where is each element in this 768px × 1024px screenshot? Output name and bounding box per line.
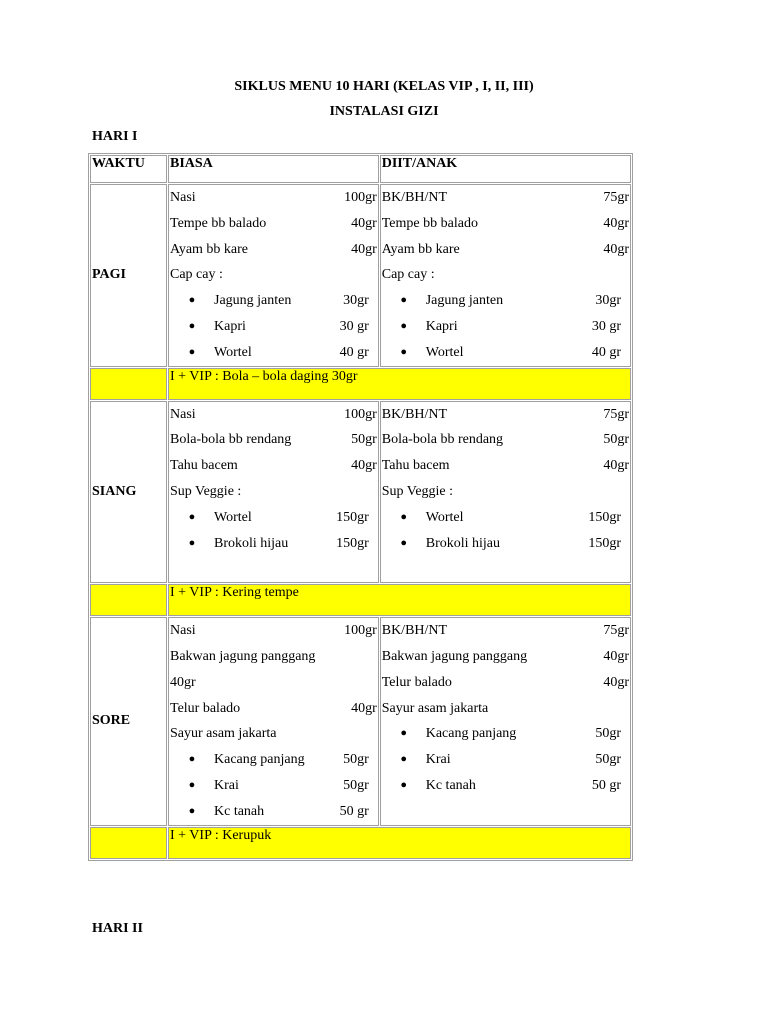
menu-item-name: Krai (425, 752, 451, 768)
menu-line-name: Cap cay : (381, 267, 435, 283)
menu-line (170, 618, 377, 644)
menu-item-name: Kc tanah (425, 777, 476, 793)
menu-bullet-item (382, 721, 629, 747)
menu-item-name: Wortel (214, 509, 252, 525)
menu-line-name: Sayur asam jakarta (170, 726, 277, 742)
menu-item-qty: 30gr (595, 293, 621, 309)
menu-item-qty: 150gr (588, 535, 621, 551)
header-biasa: BIASA (168, 155, 379, 183)
extra-row-siang (90, 584, 631, 616)
extra-spacer (90, 827, 167, 859)
menu-line-qty: 75gr (603, 623, 629, 639)
extra-row-pagi (90, 368, 631, 400)
siang-biasa-cell (168, 401, 379, 584)
menu-line-name: Sup Veggie : (381, 483, 454, 499)
menu-line (170, 427, 377, 453)
menu-line-qty: 75gr (603, 406, 629, 422)
menu-line-name: Tahu bacem (381, 458, 450, 474)
menu-item-name: Krai (214, 777, 239, 793)
menu-item-name: Jagung janten (214, 293, 292, 309)
menu-item-name: Brokoli hijau (425, 535, 501, 551)
menu-line-name: BK/BH/NT (381, 406, 448, 422)
menu-line (170, 453, 377, 479)
meal-label-pagi: PAGI (90, 184, 167, 367)
bullet-icon: ● (188, 345, 196, 358)
menu-bullet-item (382, 773, 629, 799)
menu-line-name: Telur balado (170, 700, 241, 716)
menu-item-qty: 30 gr (339, 318, 369, 334)
menu-line (382, 479, 629, 505)
menu-item-name: Wortel (214, 344, 252, 360)
menu-line-qty: 75gr (603, 190, 629, 205)
table-header-row (90, 155, 631, 183)
menu-line-qty: 50gr (351, 432, 377, 448)
menu-bullet-item (170, 773, 377, 799)
menu-item-qty: 30 gr (591, 318, 621, 334)
menu-line-qty: 50gr (603, 432, 629, 448)
menu-item-qty: 50 gr (339, 803, 369, 819)
menu-line-name: BK/BH/NT (381, 190, 448, 205)
menu-item-name: Kapri (425, 318, 458, 334)
bullet-icon: ● (400, 345, 408, 358)
menu-line-name: Tempe bb balado (170, 215, 267, 231)
meal-row-siang (90, 401, 631, 584)
menu-line-name: Tahu bacem (170, 458, 238, 474)
menu-line-name: Tempe bb balado (381, 215, 478, 231)
menu-line (382, 618, 629, 644)
extra-note-pagi: I + VIP : Bola – bola daging 30gr (168, 368, 631, 400)
meal-label-sore: SORE (90, 617, 167, 825)
menu-line (170, 237, 377, 263)
menu-bullet-item (382, 288, 629, 314)
meal-label-siang: SIANG (90, 401, 167, 584)
bullet-icon: ● (400, 294, 408, 307)
header-diit: DIIT/ANAK (380, 155, 631, 183)
siang-diit-cell (380, 401, 631, 584)
menu-line (170, 696, 377, 722)
menu-line-qty: 100gr (344, 190, 377, 205)
bullet-icon: ● (400, 319, 408, 332)
menu-line (382, 185, 629, 211)
menu-line-qty: 40gr (603, 215, 629, 231)
menu-item-qty: 30gr (343, 293, 369, 309)
bullet-icon: ● (188, 294, 196, 307)
menu-line-qty: 100gr (344, 406, 377, 422)
menu-item-qty: 50gr (343, 777, 369, 793)
menu-item-name: Kc tanah (214, 803, 265, 819)
menu-line (382, 453, 629, 479)
menu-line-name: Bakwan jagung panggang (381, 648, 528, 664)
menu-bullet-item (170, 799, 377, 825)
menu-line-name: Ayam bb kare (381, 241, 460, 257)
menu-line (382, 402, 629, 428)
menu-bullet-item (170, 747, 377, 773)
menu-line-qty: 100gr (344, 623, 377, 639)
menu-line-name: Bola-bola bb rendang (381, 432, 504, 448)
extra-spacer (90, 368, 167, 400)
menu-item-name: Kacang panjang (214, 752, 305, 768)
menu-item-name: Wortel (425, 509, 464, 525)
menu-bullet-item (170, 314, 377, 340)
menu-line-name: Bakwan jagung panggang (170, 648, 316, 664)
menu-line-name: Cap cay : (170, 267, 223, 283)
extra-row-sore (90, 827, 631, 859)
menu-item-name: Kapri (214, 318, 246, 334)
menu-item-name: Brokoli hijau (214, 535, 289, 551)
bullet-icon: ● (400, 510, 408, 523)
menu-line (382, 644, 629, 670)
menu-line-qty: 40gr (603, 241, 629, 257)
menu-line-name: BK/BH/NT (381, 623, 448, 639)
cell-spacer (382, 556, 629, 582)
day-heading-2: HARI II (92, 921, 143, 936)
menu-line-name: Sayur asam jakarta (381, 700, 489, 716)
menu-item-name: Kacang panjang (425, 726, 517, 742)
menu-bullet-item (382, 531, 629, 557)
extra-note-siang: I + VIP : Kering tempe (168, 584, 631, 616)
menu-line (170, 185, 377, 211)
menu-line (170, 670, 377, 696)
menu-item-qty: 40 gr (591, 344, 621, 360)
menu-line-qty: 40gr (351, 215, 377, 231)
menu-item-qty: 150gr (336, 509, 369, 525)
bullet-icon: ● (188, 804, 196, 817)
menu-item-qty: 50gr (595, 752, 621, 768)
menu-line-qty: 40gr (351, 700, 377, 716)
header-waktu: WAKTU (90, 155, 167, 183)
menu-bullet-item (382, 747, 629, 773)
meal-row-pagi (90, 184, 631, 367)
bullet-icon: ● (188, 536, 196, 549)
menu-item-qty: 150gr (336, 535, 369, 551)
menu-line-qty: 40gr (603, 648, 629, 664)
bullet-icon: ● (188, 753, 196, 766)
menu-line-qty: 40gr (603, 674, 629, 690)
menu-bullet-item (170, 288, 377, 314)
menu-bullet-item (382, 505, 629, 531)
menu-line (170, 721, 377, 747)
sore-biasa-cell (168, 617, 379, 825)
menu-line (170, 644, 377, 670)
bullet-icon: ● (188, 319, 196, 332)
menu-line-name: Bola-bola bb rendang (170, 432, 292, 448)
menu-line-name: Sup Veggie : (170, 483, 242, 499)
menu-line-name: Ayam bb kare (170, 241, 249, 257)
menu-line-name: 40gr (170, 674, 196, 690)
bullet-icon: ● (400, 536, 408, 549)
menu-item-name: Jagung janten (425, 293, 504, 309)
menu-line-name: Nasi (170, 190, 196, 205)
pagi-diit-cell (380, 184, 631, 367)
menu-bullet-item (170, 531, 377, 557)
bullet-icon: ● (400, 753, 408, 766)
menu-line-name: Telur balado (381, 674, 452, 690)
menu-line-qty: 40gr (603, 458, 629, 474)
menu-line (170, 479, 377, 505)
sore-diit-cell (380, 617, 631, 825)
menu-line (382, 696, 629, 722)
document-subtitle: INSTALASI GIZI (329, 104, 439, 119)
menu-item-qty: 150gr (588, 509, 621, 525)
bullet-icon: ● (188, 778, 196, 791)
menu-item-qty: 50 gr (591, 777, 621, 793)
menu-table (88, 153, 633, 861)
meal-row-sore (90, 617, 631, 825)
menu-bullet-item (382, 314, 629, 340)
bullet-icon: ● (400, 778, 408, 791)
menu-bullet-item (382, 340, 629, 366)
menu-line (382, 237, 629, 263)
menu-line-qty: 40gr (351, 458, 377, 474)
bullet-icon: ● (400, 727, 408, 740)
menu-bullet-item (170, 505, 377, 531)
menu-line (382, 427, 629, 453)
menu-line (170, 262, 377, 288)
menu-item-qty: 50gr (343, 752, 369, 768)
document-title: SIKLUS MENU 10 HARI (KELAS VIP , I, II, III) (234, 79, 534, 94)
menu-bullet-item (170, 340, 377, 366)
menu-item-name: Wortel (425, 344, 464, 360)
menu-line (382, 262, 629, 288)
menu-line (170, 211, 377, 237)
day-heading-1: HARI I (92, 129, 138, 144)
menu-line (382, 670, 629, 696)
menu-item-qty: 50gr (595, 726, 621, 742)
extra-note-sore: I + VIP : Kerupuk (168, 827, 631, 859)
menu-line-qty: 40gr (351, 241, 377, 257)
menu-line (170, 402, 377, 428)
menu-line-name: Nasi (170, 406, 196, 422)
cell-spacer (170, 556, 377, 582)
extra-spacer (90, 584, 167, 616)
pagi-biasa-cell (168, 184, 379, 367)
menu-item-qty: 40 gr (339, 344, 369, 360)
bullet-icon: ● (188, 510, 196, 523)
menu-line-name: Nasi (170, 623, 196, 639)
menu-line (382, 211, 629, 237)
